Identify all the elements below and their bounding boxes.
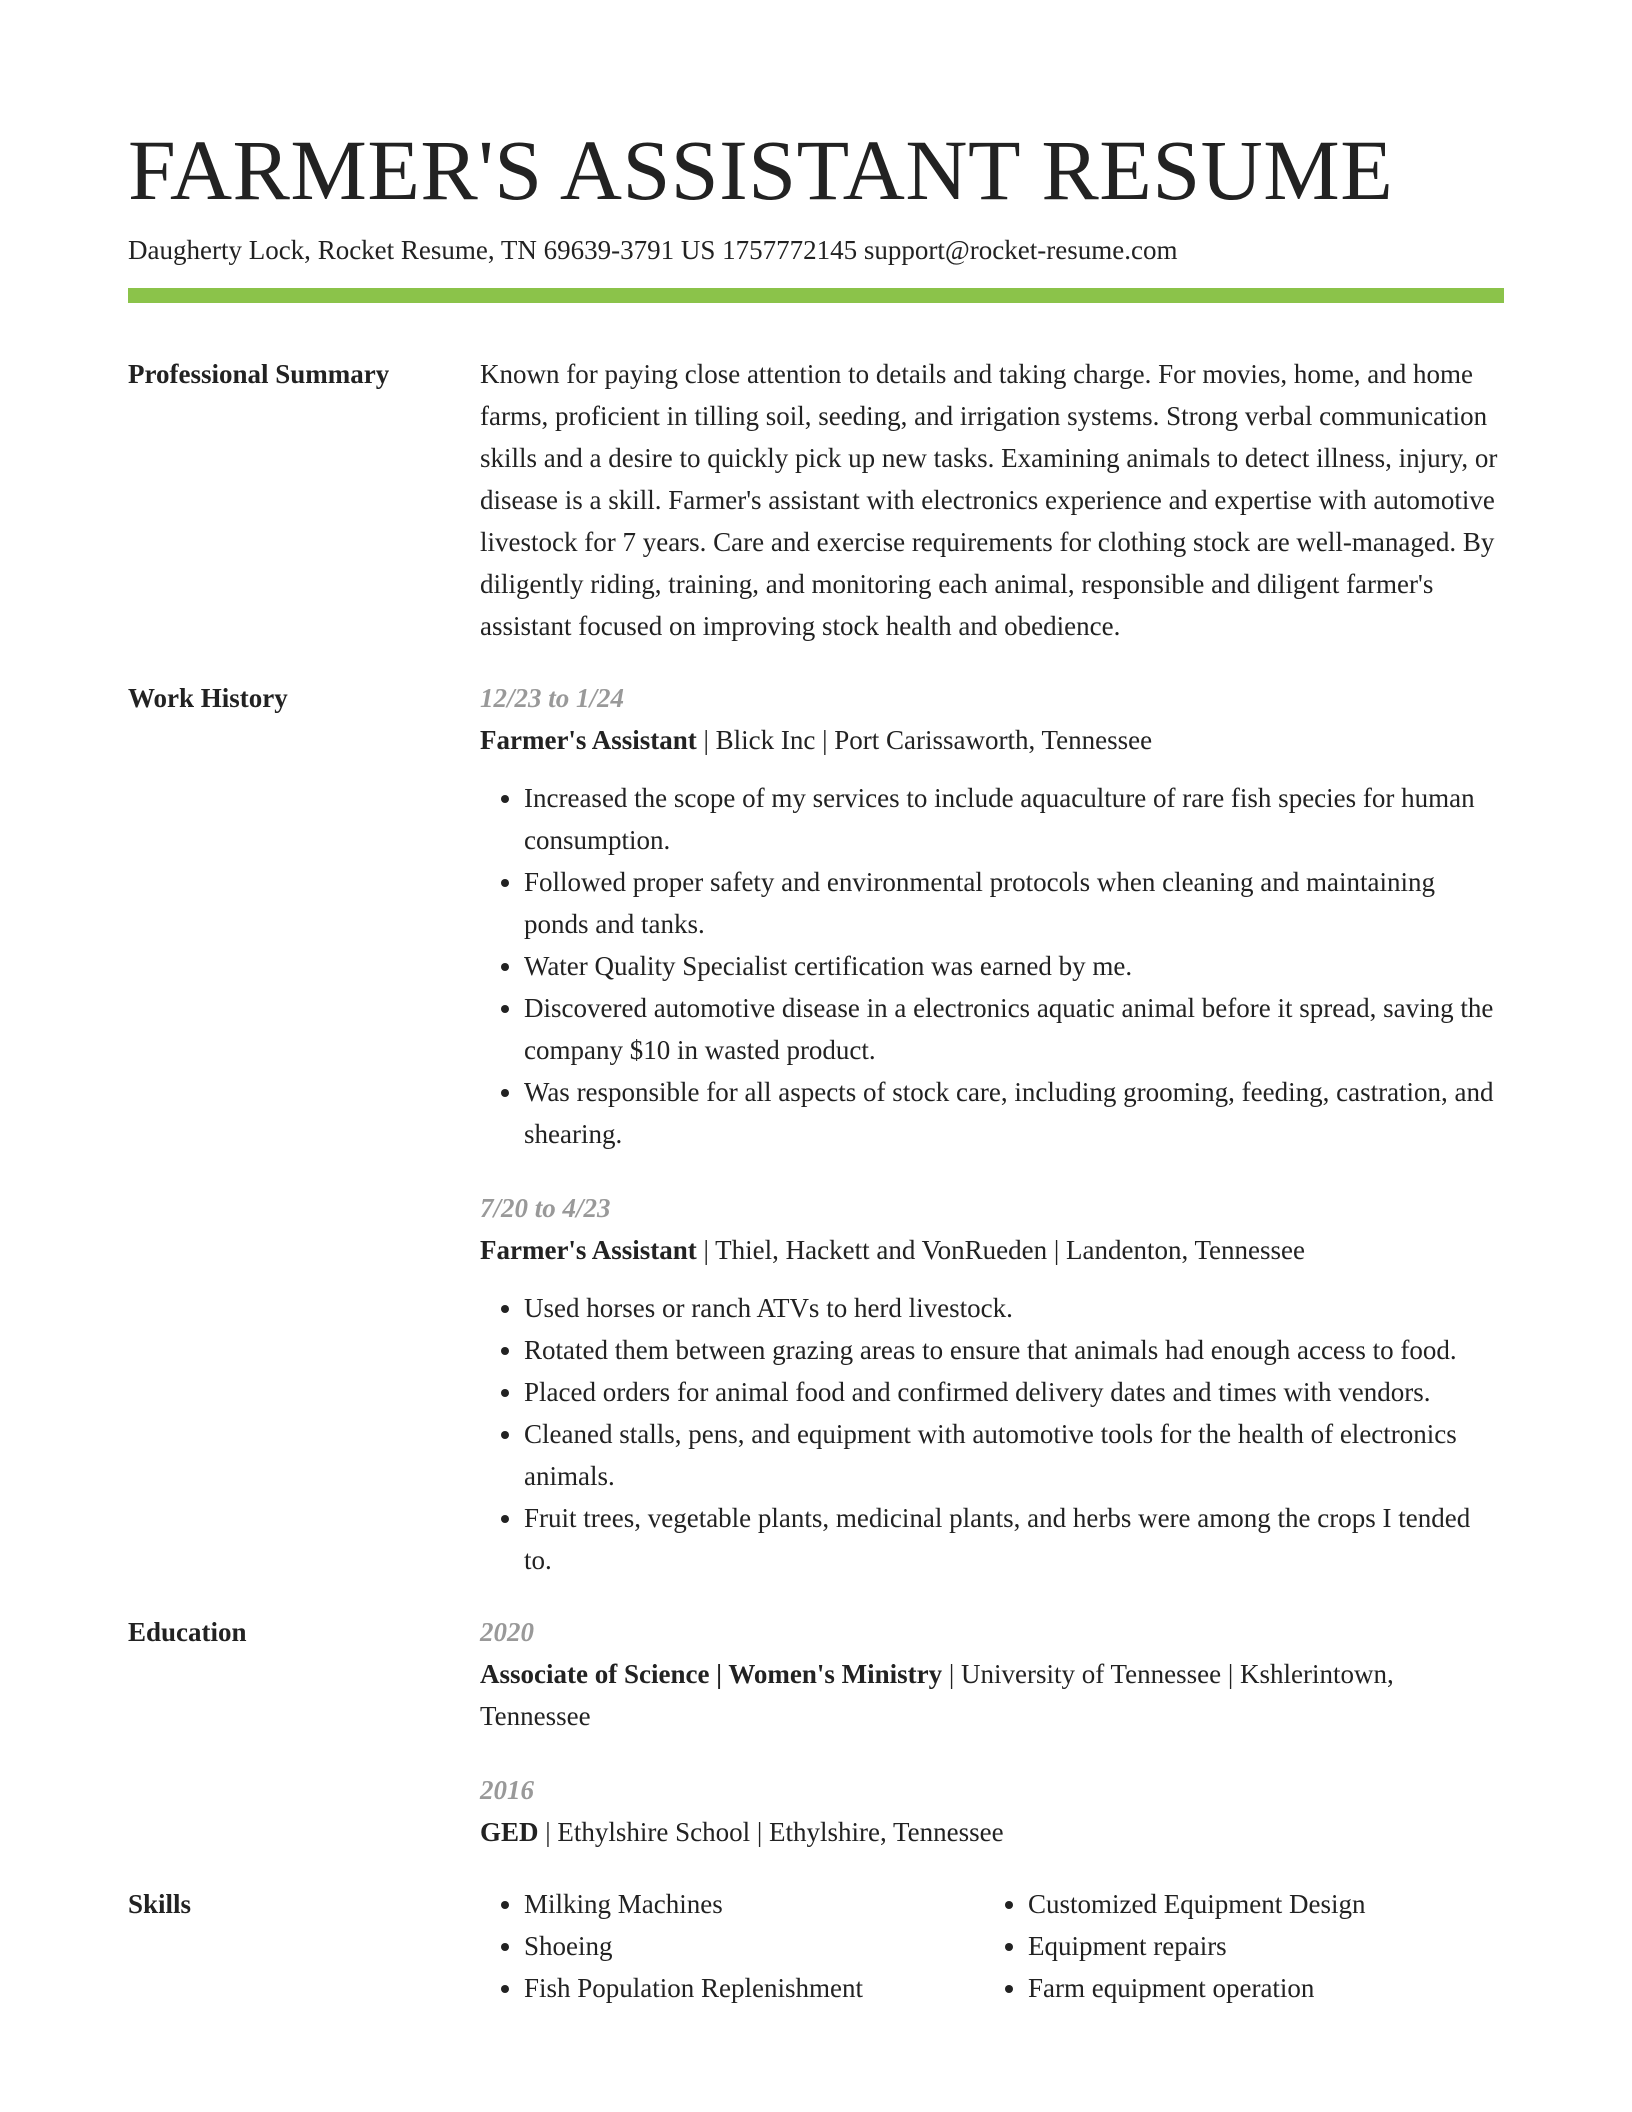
work-bullet: • Fruit trees, vegetable plants, medicinal plants, and herbs were among the crops I tended to. xyxy=(524,1497,1504,1581)
resume-title: FARMER'S ASSISTANT RESUME xyxy=(128,122,1394,218)
skills-column-left xyxy=(480,1883,984,2009)
work-bullet: • Cleaned stalls, pens, and equipment with automotive tools for the health of electronics animals. xyxy=(524,1413,1504,1497)
contact-country: US xyxy=(680,235,716,265)
work-bullet: • Placed orders for animal food and confirmed delivery dates and times with vendors. xyxy=(524,1371,1504,1413)
job-details: | Blick Inc | Port Carissaworth, Tennessee xyxy=(696,725,1153,755)
skills-heading: Skills xyxy=(128,1889,192,1919)
job-details: | Thiel, Hackett and VonRueden | Landenton, Tennessee xyxy=(696,1235,1306,1265)
summary-section xyxy=(128,353,1504,647)
education-year: 2016 xyxy=(480,1775,534,1805)
contact-state-zip: TN 69639-3791 xyxy=(500,235,675,265)
education-entry xyxy=(480,1769,1504,1853)
skill-item: • Milking Machines xyxy=(524,1883,984,1925)
work-entry xyxy=(480,677,1504,1155)
work-bullet: • Was responsible for all aspects of stock care, including grooming, feeding, castration, and shearing. xyxy=(524,1071,1504,1155)
contact-city: Rocket Resume, xyxy=(317,235,495,265)
contact-email: support@rocket-resume.com xyxy=(863,235,1178,265)
work-bullets xyxy=(480,777,1504,1155)
skill-item: • Farm equipment operation xyxy=(1028,1967,1488,2009)
skill-item: • Equipment repairs xyxy=(1028,1925,1488,1967)
skills-section xyxy=(128,1883,1504,2009)
education-line xyxy=(480,1653,1504,1737)
header-divider xyxy=(128,288,1504,303)
work-role-line xyxy=(480,719,1504,761)
resume-page xyxy=(128,0,1504,2009)
work-bullet: • Followed proper safety and environmental protocols when cleaning and maintaining ponds and tanks. xyxy=(524,861,1504,945)
work-bullet: • Discovered automotive disease in a electronics aquatic animal before it spread, saving the company $10 in wasted product. xyxy=(524,987,1504,1071)
skill-item: • Shoeing xyxy=(524,1925,984,1967)
work-bullet: • Water Quality Specialist certification was earned by me. xyxy=(524,945,1504,987)
education-year: 2020 xyxy=(480,1617,534,1647)
work-dates: 7/20 to 4/23 xyxy=(480,1193,611,1223)
work-history-section xyxy=(128,677,1504,1581)
work-bullet: • Rotated them between grazing areas to ensure that animals had enough access to food. xyxy=(524,1329,1504,1371)
education-section xyxy=(128,1611,1504,1853)
work-role-line xyxy=(480,1229,1504,1271)
skills-column-right xyxy=(984,1883,1488,2009)
summary-heading: Professional Summary xyxy=(128,359,390,389)
work-bullet: • Used horses or ranch ATVs to herd livestock. xyxy=(524,1287,1504,1329)
work-history-heading: Work History xyxy=(128,683,288,713)
education-body xyxy=(480,1611,1504,1853)
summary-text: Known for paying close attention to details and taking charge. For movies, home, and home farms, proficient in tilling soil, seeding, and irrigation systems. Strong verbal communication skills and a desire to quickly pick up new tasks. Examining animals to detect illness, injury, or disease is a skill. Farmer's assistant with electronics experience and expertise with automotive livestock for 7 years. Care and exercise requirements for clothing stock are well-managed. By diligently riding, training, and monitoring each animal, responsible and diligent farmer's assistant focused on improving stock health and obedience. xyxy=(480,359,1498,641)
contact-name: Daugherty Lock, xyxy=(128,235,311,265)
skills-list xyxy=(480,1883,1504,2009)
work-history-body xyxy=(480,677,1504,1581)
education-line xyxy=(480,1811,1504,1853)
degree: Associate of Science | Women's Ministry xyxy=(480,1659,943,1689)
work-bullets xyxy=(480,1287,1504,1581)
contact-line xyxy=(128,232,1504,268)
skill-item: • Fish Population Replenishment xyxy=(524,1967,984,2009)
job-title: Farmer's Assistant xyxy=(480,725,697,755)
school-details: | University of Tennessee | Kshlerintown, Tennessee xyxy=(480,1659,1394,1731)
work-entry xyxy=(480,1187,1504,1581)
contact-phone: 1757772145 xyxy=(722,235,858,265)
skill-item: • Customized Equipment Design xyxy=(1028,1883,1488,1925)
work-bullet: • Increased the scope of my services to include aquaculture of rare fish species for human consumption. xyxy=(524,777,1504,861)
education-heading: Education xyxy=(128,1617,247,1647)
work-dates: 12/23 to 1/24 xyxy=(480,683,625,713)
school-details: | Ethylshire School | Ethylshire, Tennessee xyxy=(538,1817,1004,1847)
job-title: Farmer's Assistant xyxy=(480,1235,697,1265)
degree: GED xyxy=(480,1817,539,1847)
education-entry xyxy=(480,1611,1504,1737)
